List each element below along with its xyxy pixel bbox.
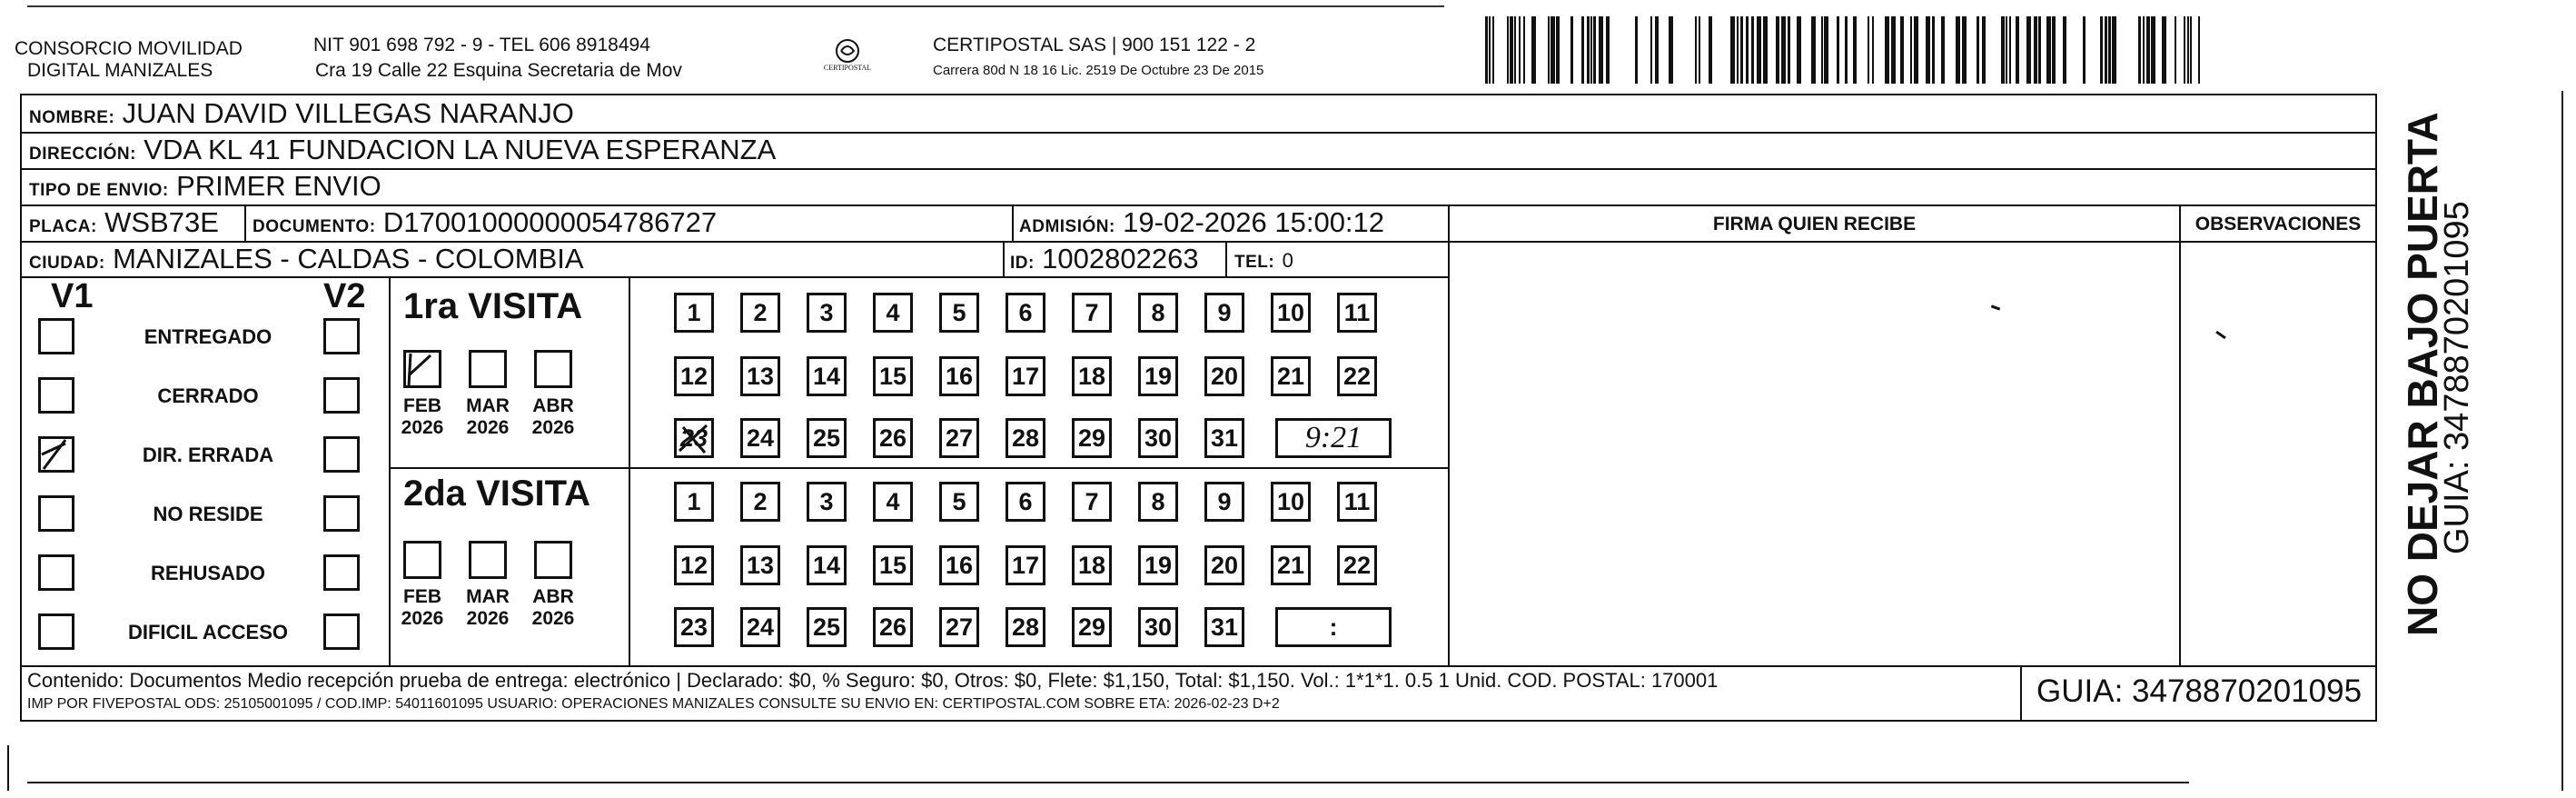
direccion-label: DIRECCIÓN: — [29, 145, 136, 164]
second-visit-day-7[interactable]: 7 — [1072, 482, 1112, 522]
second-visit-day-13[interactable]: 13 — [740, 545, 780, 585]
direccion-row — [29, 135, 776, 170]
tipo-value: PRIMER ENVIO — [176, 170, 381, 202]
marked-day-number: 23 — [679, 424, 708, 452]
delivery-form — [20, 94, 2377, 722]
first-visit-day-6[interactable]: 6 — [1006, 293, 1045, 333]
mark-firma — [1991, 304, 2000, 310]
second-visit-day-15[interactable]: 15 — [873, 545, 913, 585]
second-visit-day-31[interactable]: 31 — [1204, 607, 1244, 647]
second-visit-day-4[interactable]: 4 — [873, 482, 913, 522]
right-edge-line — [2561, 91, 2563, 791]
first-visit-day-20[interactable]: 20 — [1204, 356, 1244, 396]
footer-content-line: Contenido: Documentos Medio recepción prueba de entrega: electrónico | Declarado: $0, % Seguro: $0, Otros: $0, Flete: $1,150, Total: $1,150. Vol.: 1*1*1. 0.5 1 Unid. COD. POSTAL: 170001 — [27, 669, 1719, 692]
id-label: ID: — [1010, 254, 1035, 273]
v2-checkbox-no-reside[interactable] — [323, 495, 360, 532]
first-visit-day-1[interactable]: 1 — [674, 293, 714, 333]
first-visit-month-box-abr[interactable] — [534, 350, 572, 388]
admision-value: 19-02-2026 15:00:12 — [1123, 206, 1385, 238]
first-visit-day-23[interactable] — [674, 418, 714, 458]
nit-line: NIT 901 698 792 - 9 - TEL 606 8918494 — [313, 35, 650, 55]
second-visit-day-17[interactable]: 17 — [1006, 545, 1045, 585]
first-visit-month-box-mar[interactable] — [469, 350, 507, 388]
first-visit-day-16[interactable]: 16 — [939, 356, 979, 396]
v1-checkbox-cerrado[interactable] — [38, 377, 74, 414]
documento-row — [253, 207, 717, 243]
first-visit-day-18[interactable]: 18 — [1072, 356, 1112, 396]
second-visit-day-30[interactable]: 30 — [1138, 607, 1178, 647]
second-visit-day-19[interactable]: 19 — [1138, 545, 1178, 585]
v1-checkbox-dificil-acceso[interactable] — [38, 613, 74, 650]
second-visit-day-1[interactable]: 1 — [674, 482, 714, 522]
second-visit-day-8[interactable]: 8 — [1138, 482, 1178, 522]
id-row — [1010, 244, 1199, 279]
second-visit-day-16[interactable]: 16 — [939, 545, 979, 585]
first-visit-day-11[interactable]: 11 — [1337, 293, 1377, 333]
first-visit-month-label-feb — [395, 395, 450, 439]
second-visit-day-22[interactable]: 22 — [1337, 545, 1377, 585]
first-visit-day-5[interactable]: 5 — [939, 293, 979, 333]
first-visit-day-2[interactable]: 2 — [740, 293, 780, 333]
first-visit-time-box[interactable] — [1275, 418, 1392, 458]
first-visit-day-10[interactable]: 10 — [1271, 293, 1311, 333]
admision-label: ADMISIÓN: — [1019, 217, 1115, 236]
address-line: Cra 19 Calle 22 Esquina Secretaria de Mov — [315, 60, 682, 81]
second-visit-day-3[interactable]: 3 — [807, 482, 847, 522]
month-year: 2026 — [466, 417, 510, 438]
first-visit-title: 1ra VISITA — [403, 286, 583, 326]
tel-label: TEL: — [1234, 253, 1275, 272]
status-label-no-reside: NO RESIDE — [153, 503, 263, 525]
nombre-row — [29, 98, 574, 134]
placa-label: PLACA: — [29, 217, 97, 236]
scan-line-top — [27, 5, 1444, 7]
checkmark-icon — [409, 354, 431, 386]
second-visit-day-27[interactable]: 27 — [939, 607, 979, 647]
company-line: CERTIPOSTAL SAS | 900 151 122 - 2 — [933, 35, 1256, 55]
ciudad-value: MANIZALES - CALDAS - COLOMBIA — [113, 243, 584, 274]
first-visit-day-3[interactable]: 3 — [807, 293, 847, 333]
v2-checkbox-dificil-acceso[interactable] — [323, 613, 360, 650]
v2-checkbox-entregado[interactable] — [323, 318, 360, 354]
month-name: FEB — [403, 395, 441, 416]
v1-checkbox-entregado[interactable] — [38, 318, 74, 354]
first-visit-day-27[interactable]: 27 — [939, 418, 979, 458]
second-visit-day-12[interactable]: 12 — [674, 545, 714, 585]
tipo-row — [29, 171, 381, 206]
documento-value: D17001000000054786727 — [382, 206, 718, 238]
status-label-entregado: ENTREGADO — [144, 325, 272, 348]
month-name: MAR — [466, 586, 510, 607]
second-visit-day-18[interactable]: 18 — [1072, 545, 1112, 585]
second-visit-month-box-feb[interactable] — [403, 541, 441, 579]
ciudad-row — [29, 244, 584, 279]
first-visit-day-28[interactable]: 28 — [1006, 418, 1045, 458]
handwritten-time: 9:21 — [1304, 421, 1362, 454]
second-visit-day-24[interactable]: 24 — [740, 607, 780, 647]
first-visit-day-21[interactable]: 21 — [1271, 356, 1311, 396]
documento-label: DOCUMENTO: — [253, 217, 376, 236]
v2-checkbox-rehusado[interactable] — [323, 554, 360, 591]
month-name: FEB — [403, 586, 441, 607]
checkmark-icon — [679, 425, 707, 453]
ciudad-label: CIUDAD: — [29, 254, 105, 273]
second-visit-day-23[interactable]: 23 — [674, 607, 714, 647]
month-name: ABR — [532, 586, 574, 607]
time-placeholder: : — [1329, 613, 1338, 641]
month-year: 2026 — [401, 608, 444, 629]
firma-header: FIRMA QUIEN RECIBE — [1712, 214, 1917, 234]
v1-checkbox-rehusado[interactable] — [38, 554, 74, 591]
admision-row — [1019, 207, 1384, 243]
bottom-line — [27, 782, 2189, 783]
status-label-dir-errada: DIR. ERRADA — [142, 444, 274, 466]
placa-value: WSB73E — [104, 206, 219, 238]
month-year: 2026 — [401, 417, 444, 438]
placa-row — [29, 207, 219, 243]
first-visit-month-label-abr — [526, 395, 580, 439]
status-label-cerrado: CERRADO — [157, 384, 259, 407]
second-visit-day-11[interactable]: 11 — [1337, 482, 1377, 522]
mark-observaciones — [2215, 331, 2226, 339]
status-label-dificil-acceso: DIFICIL ACCESO — [127, 621, 288, 643]
id-value: 1002802263 — [1042, 243, 1199, 274]
month-year: 2026 — [531, 608, 575, 629]
tel-value: 0 — [1282, 249, 1293, 272]
second-visit-day-5[interactable]: 5 — [939, 482, 979, 522]
month-name: MAR — [466, 395, 510, 416]
second-visit-day-6[interactable]: 6 — [1006, 482, 1045, 522]
first-visit-day-14[interactable]: 14 — [807, 356, 847, 396]
v1-header: V1 — [51, 277, 94, 315]
second-visit-day-2[interactable]: 2 — [740, 482, 780, 522]
tel-row — [1234, 244, 1293, 278]
org-line1: CONSORCIO MOVILIDAD — [15, 38, 243, 59]
month-year: 2026 — [531, 417, 575, 438]
logo-text: CERTIPOSTAL — [823, 64, 872, 72]
first-visit-day-19[interactable]: 19 — [1138, 356, 1178, 396]
second-visit-month-label-feb — [395, 586, 450, 630]
v2-checkbox-cerrado[interactable] — [323, 377, 360, 414]
first-visit-day-13[interactable]: 13 — [740, 356, 780, 396]
second-visit-day-20[interactable]: 20 — [1204, 545, 1244, 585]
v2-header: V2 — [323, 277, 366, 315]
first-visit-day-9[interactable]: 9 — [1204, 293, 1244, 333]
second-visit-day-14[interactable]: 14 — [807, 545, 847, 585]
first-visit-day-15[interactable]: 15 — [873, 356, 913, 396]
org-line2: DIGITAL MANIZALES — [27, 60, 213, 81]
v1-checkbox-dir-errada[interactable] — [38, 436, 74, 473]
v1-checkbox-no-reside[interactable] — [38, 495, 74, 532]
second-visit-day-21[interactable]: 21 — [1271, 545, 1311, 585]
second-visit-time-box[interactable] — [1275, 607, 1392, 647]
second-visit-day-25[interactable]: 25 — [807, 607, 847, 647]
month-year: 2026 — [466, 608, 510, 629]
company-address: Carrera 80d N 18 16 Lic. 2519 De Octubre 23 De 2015 — [933, 63, 1264, 78]
first-visit-day-29[interactable]: 29 — [1072, 418, 1112, 458]
second-visit-day-28[interactable]: 28 — [1006, 607, 1045, 647]
first-visit-day-31[interactable]: 31 — [1204, 418, 1244, 458]
first-visit-month-box-feb[interactable] — [403, 350, 441, 388]
first-visit-month-label-mar — [461, 395, 515, 439]
first-visit-day-26[interactable]: 26 — [873, 418, 913, 458]
second-visit-month-box-abr[interactable] — [534, 541, 572, 579]
first-visit-day-8[interactable]: 8 — [1138, 293, 1178, 333]
first-visit-day-12[interactable]: 12 — [674, 356, 714, 396]
second-visit-title: 2da VISITA — [403, 474, 590, 514]
direccion-value: VDA KL 41 FUNDACION LA NUEVA ESPERANZA — [144, 134, 777, 165]
first-visit-day-24[interactable]: 24 — [740, 418, 780, 458]
first-visit-day-17[interactable]: 17 — [1006, 356, 1045, 396]
tipo-label: TIPO DE ENVIO: — [29, 181, 169, 200]
nombre-label: NOMBRE: — [29, 108, 115, 127]
barcode-icon — [1485, 16, 2203, 84]
certipostal-logo-icon — [816, 38, 879, 78]
second-visit-month-box-mar[interactable] — [469, 541, 507, 579]
guia-box: GUIA: 3478870201095 — [2036, 673, 2363, 709]
v2-checkbox-dir-errada[interactable] — [323, 436, 360, 473]
first-visit-day-7[interactable]: 7 — [1072, 293, 1112, 333]
second-visit-month-label-abr — [526, 586, 580, 630]
second-visit-day-29[interactable]: 29 — [1072, 607, 1112, 647]
nombre-value: JUAN DAVID VILLEGAS NARANJO — [122, 97, 574, 129]
first-visit-day-25[interactable]: 25 — [807, 418, 847, 458]
first-visit-day-22[interactable]: 22 — [1337, 356, 1377, 396]
second-visit-day-9[interactable]: 9 — [1204, 482, 1244, 522]
bottom-left-tick — [7, 745, 9, 791]
footer-print-line: IMP POR FIVEPOSTAL ODS: 25105001095 / COD.IMP: 54011601095 USUARIO: OPERACIONES MANIZALES CONSULTE SU ENVIO EN: CERTIPOSTAL.COM SOBRE ETA: 2026-02-23 D+2 — [27, 696, 1280, 712]
second-visit-day-10[interactable]: 10 — [1271, 482, 1311, 522]
checkmark-icon — [42, 440, 65, 469]
first-visit-day-30[interactable]: 30 — [1138, 418, 1178, 458]
month-name: ABR — [532, 395, 574, 416]
second-visit-month-label-mar — [461, 586, 515, 630]
no-dejar-text: NO DEJAR BAJO PUERTA — [2399, 112, 2446, 636]
second-visit-day-26[interactable]: 26 — [873, 607, 913, 647]
status-label-rehusado: REHUSADO — [151, 562, 265, 584]
side-guia-text: GUIA: 3478870201095 — [2438, 201, 2476, 554]
observaciones-header: OBSERVACIONES — [2195, 214, 2362, 234]
first-visit-day-4[interactable]: 4 — [873, 293, 913, 333]
